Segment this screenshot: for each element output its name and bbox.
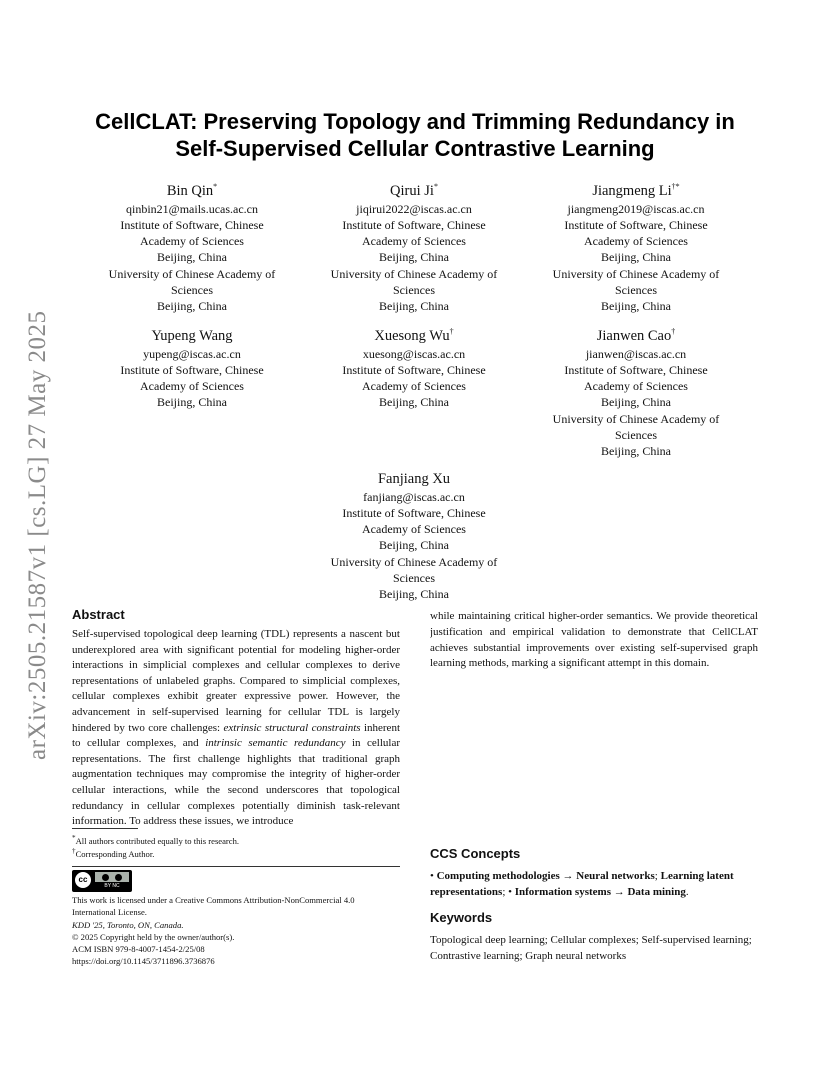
- cc-badge-label: BY NC: [104, 883, 120, 889]
- keywords-heading: Keywords: [430, 910, 493, 925]
- cc-logo-icon: cc: [75, 872, 91, 888]
- footnote-equal-contribution: *All authors contributed equally to this research.: [72, 834, 240, 846]
- author-affiliation-line: Beijing, China: [601, 444, 671, 459]
- author-affiliation-line: Beijing, China: [601, 395, 671, 410]
- author-affiliation-line: Beijing, China: [379, 299, 449, 314]
- author-affiliation-line: University of Chinese Academy of: [552, 266, 720, 281]
- author-block: [77, 177, 307, 314]
- footnote-rule: [72, 828, 138, 829]
- author-affiliation-line: Institute of Software, Chinese: [342, 363, 486, 378]
- cc-license-badge: [72, 870, 132, 892]
- author-block: [299, 322, 529, 411]
- author-affiliation-line: Institute of Software, Chinese: [120, 218, 264, 233]
- author-name: Fanjiang Xu: [377, 470, 451, 487]
- ccs-concepts-text: • Computing methodologies → Neural networks; Learning latent representations; • Information systems → Data mining.: [430, 870, 734, 898]
- author-affiliation-line: Sciences: [171, 282, 213, 297]
- author-name: Bin Qin*: [166, 182, 218, 199]
- author-affiliation-line: Academy of Sciences: [140, 234, 244, 249]
- author-affiliation-mark: *: [213, 182, 218, 191]
- doi-link[interactable]: https://doi.org/10.1145/3711896.3736876: [72, 956, 215, 967]
- author-affiliation-mark: *: [433, 182, 438, 191]
- author-block: [77, 322, 307, 411]
- author-affiliation-line: Beijing, China: [157, 250, 227, 265]
- license-statement-cont: International License.: [72, 907, 147, 918]
- author-block: [299, 465, 529, 602]
- author-affiliation-mark: †: [671, 327, 676, 336]
- author-affiliation-line: Academy of Sciences: [584, 234, 688, 249]
- author-affiliation-line: Institute of Software, Chinese: [120, 363, 264, 378]
- author-affiliation-mark: †*: [671, 182, 680, 191]
- license-rule: [72, 866, 400, 867]
- author-affiliation-line: Sciences: [393, 282, 435, 297]
- author-affiliation-line: Beijing, China: [379, 538, 449, 553]
- author-affiliation-line: Academy of Sciences: [140, 379, 244, 394]
- author-name: Xuesong Wu†: [374, 327, 454, 344]
- license-statement: This work is licensed under a Creative Commons Attribution-NonCommercial 4.0: [72, 895, 355, 905]
- author-affiliation-line: Sciences: [393, 570, 435, 585]
- author-email: jiqirui2022@iscas.ac.cn: [356, 201, 472, 216]
- acm-isbn: ACM ISBN 979-8-4007-1454-2/25/08: [72, 944, 205, 955]
- paper-title: [70, 108, 760, 162]
- author-affiliation-line: Beijing, China: [601, 250, 671, 265]
- author-affiliation-line: Institute of Software, Chinese: [564, 218, 708, 233]
- author-name: Jiangmeng Li†*: [592, 182, 680, 199]
- author-affiliation-line: Institute of Software, Chinese: [564, 363, 708, 378]
- cc-by-icon: [102, 874, 109, 881]
- cc-nc-icon: [115, 874, 122, 881]
- abstract-heading: Abstract: [72, 607, 125, 622]
- author-affiliation-line: Beijing, China: [379, 395, 449, 410]
- author-email: jianwen@iscas.ac.cn: [585, 346, 687, 361]
- author-affiliation-line: Beijing, China: [157, 299, 227, 314]
- author-name: Yupeng Wang: [151, 327, 233, 344]
- author-name: Qirui Ji*: [390, 182, 438, 199]
- license-block: [72, 894, 402, 968]
- author-affiliation-line: University of Chinese Academy of: [330, 554, 498, 569]
- author-affiliation-line: Institute of Software, Chinese: [342, 506, 486, 521]
- author-affiliation-line: Academy of Sciences: [362, 379, 466, 394]
- arxiv-identifier: arXiv:2505.21587v1 [cs.LG] 27 May 2025: [24, 310, 51, 760]
- author-affiliation-line: Beijing, China: [379, 250, 449, 265]
- author-affiliation-line: Academy of Sciences: [362, 234, 466, 249]
- ccs-heading: CCS Concepts: [430, 846, 521, 861]
- keywords-text: Topological deep learning; Cellular complexes; Self-supervised learning; Contrastive learning; Graph neural networks: [430, 934, 752, 962]
- abstract-text: Self-supervised topological deep learning (TDL) represents a nascent but underexplored area with significant potential for modeling higher-order interactions in simplicial complexes and cellular complexes to derive representations of unlabeled graphs. Compared to simplicial complexes, cellular complexes exhibit greater expressive power. However, the advancement in self-supervised learning for cellular TDL is largely hindered by two core challenges: extrinsic structural constraints inherent to cellular complexes, and intrinsic semantic redundancy in cellular representations. The first challenge highlights that traditional graph augmentation techniques may compromise the integrity of higher-order cellular interactions, while the second underscores that topological redundancy in cellular complexes potentially diminish task-relevant information. To address these issues, we introduce: [72, 628, 400, 827]
- author-block: [521, 322, 751, 459]
- author-affiliation-line: University of Chinese Academy of: [330, 266, 498, 281]
- author-affiliation-line: Beijing, China: [379, 587, 449, 602]
- paper-title-line-1: CellCLAT: Preserving Topology and Trimming Redundancy in: [95, 109, 735, 134]
- author-affiliation-line: University of Chinese Academy of: [552, 411, 720, 426]
- author-email: qinbin21@mails.ucas.ac.cn: [125, 201, 259, 216]
- author-block: [299, 177, 529, 314]
- author-affiliation-line: Academy of Sciences: [584, 379, 688, 394]
- author-email: jiangmeng2019@iscas.ac.cn: [567, 201, 705, 216]
- author-affiliation-line: Beijing, China: [157, 395, 227, 410]
- author-email: fanjiang@iscas.ac.cn: [363, 489, 465, 504]
- author-affiliation-mark: †: [449, 327, 454, 336]
- abstract-column-left: [72, 607, 400, 827]
- cc-attribution-icons: [95, 872, 129, 882]
- keywords-section: [430, 910, 758, 964]
- author-affiliation-line: Sciences: [615, 427, 657, 442]
- abstract-text-continued: while maintaining critical higher-order semantics. We provide theoretical justification and empirical validation to demonstrate that CellCLAT achieves substantial improvements over existing self-supervised graph learning methods, marking a significant attempt in this domain.: [430, 610, 758, 670]
- author-affiliation-line: University of Chinese Academy of: [108, 266, 276, 281]
- author-email: xuesong@iscas.ac.cn: [362, 346, 466, 361]
- author-affiliation-line: Beijing, China: [601, 299, 671, 314]
- ccs-concepts-section: [430, 846, 758, 900]
- abstract-column-right: [430, 609, 758, 833]
- author-block: [521, 177, 751, 314]
- author-name: Jianwen Cao†: [596, 327, 676, 344]
- footnote-corresponding-author: †Corresponding Author.: [72, 847, 155, 859]
- author-affiliation-line: Institute of Software, Chinese: [342, 218, 486, 233]
- paper-title-line-2: Self-Supervised Cellular Contrastive Learning: [175, 136, 655, 161]
- conference-info: KDD '25, Toronto, ON, Canada.: [72, 919, 184, 930]
- copyright-notice: © 2025 Copyright held by the owner/author(s).: [72, 931, 235, 942]
- author-affiliation-line: Sciences: [615, 282, 657, 297]
- author-email: yupeng@iscas.ac.cn: [143, 346, 241, 361]
- author-affiliation-line: Academy of Sciences: [362, 522, 466, 537]
